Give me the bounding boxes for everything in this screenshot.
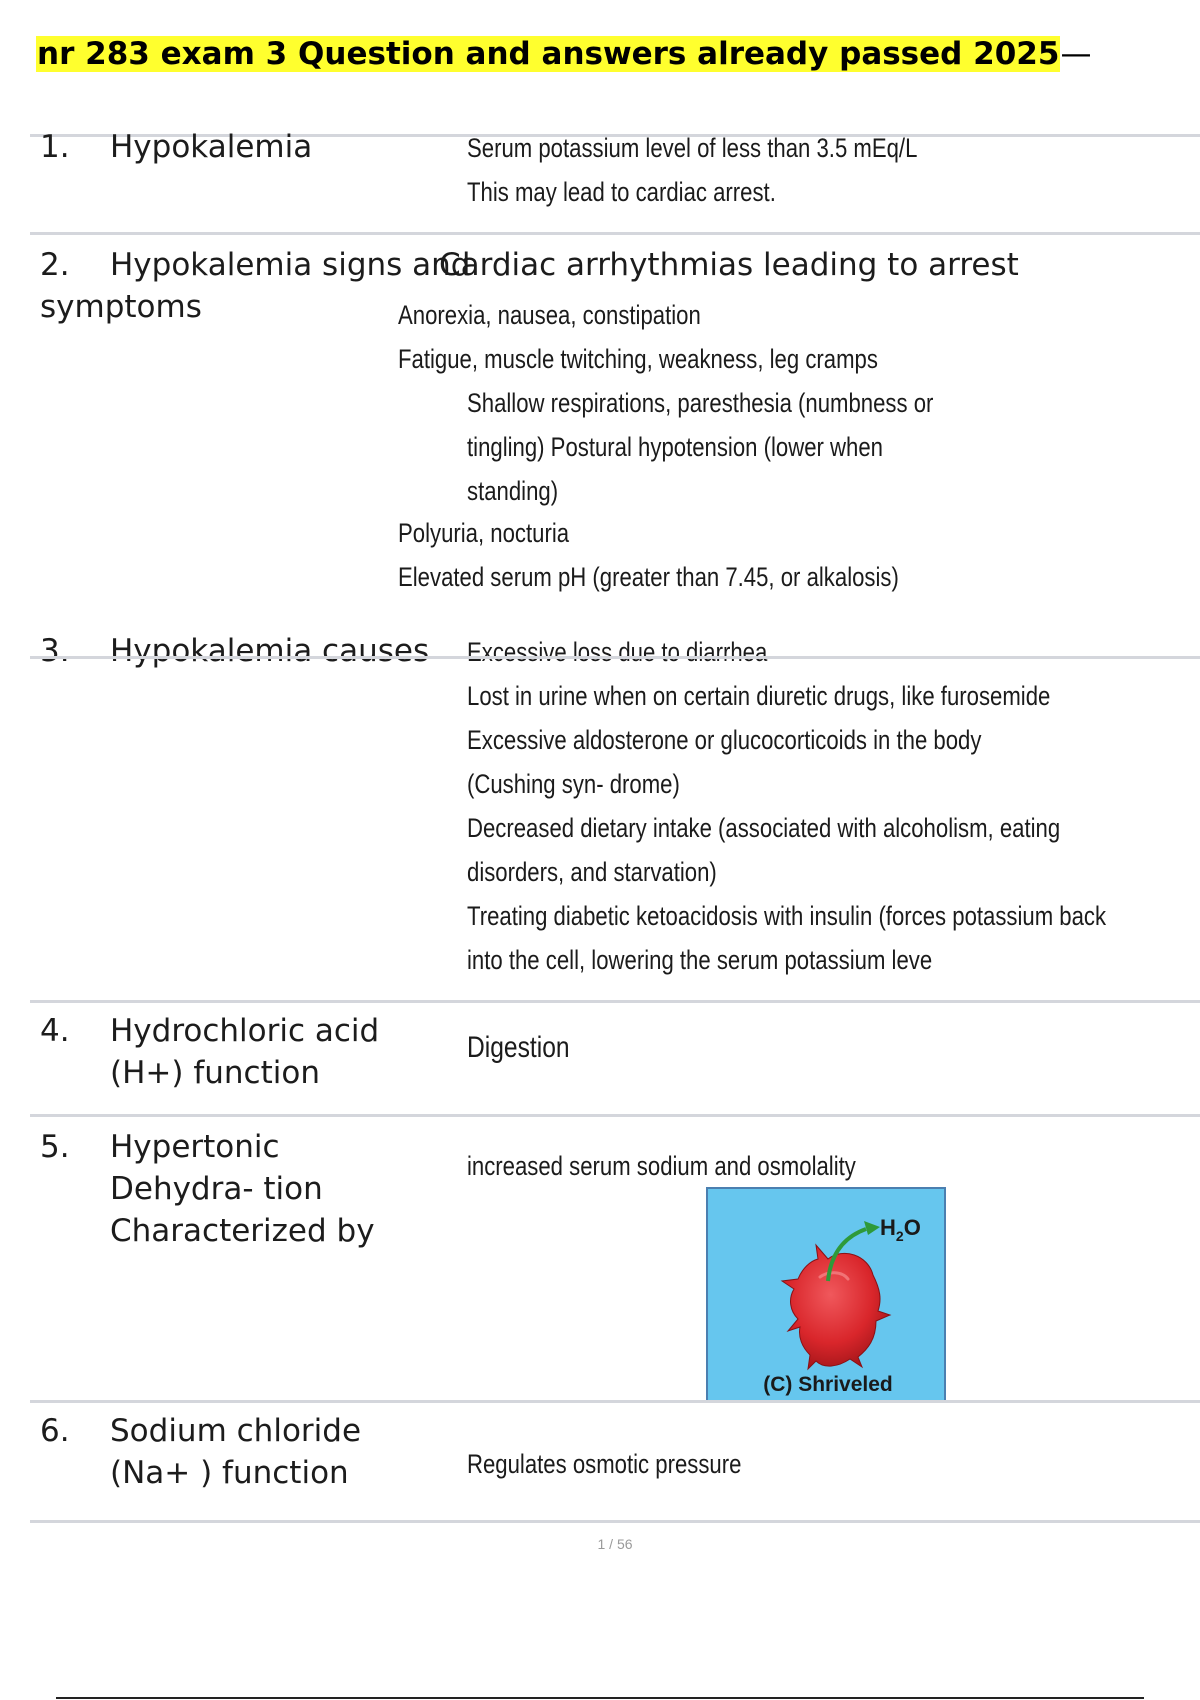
question-line: Characterized by — [110, 1213, 375, 1249]
answer-line: Serum potassium level of less than 3.5 mEq/L — [467, 133, 918, 163]
item-2-question-cont: symptoms — [40, 289, 202, 325]
row-divider — [30, 1000, 1200, 1003]
bottom-rule — [56, 1697, 1144, 1699]
row-divider — [30, 1114, 1200, 1117]
question-line: (H+) function — [110, 1055, 320, 1091]
answer-line: Decreased dietary intake (associated with alcoholism, eating — [467, 813, 1061, 843]
item-5-number: 5. — [40, 1129, 70, 1165]
item-2-number: 2. — [40, 247, 70, 283]
answer-line: Shallow respirations, paresthesia (numbness or — [467, 388, 934, 418]
answer-line: standing) — [467, 476, 559, 506]
row-divider — [30, 1400, 1200, 1403]
arrow-head — [864, 1221, 880, 1235]
page-number: 1 / 56 — [597, 1536, 633, 1552]
answer-line: Polyuria, nocturia — [398, 518, 570, 548]
row-divider — [30, 1520, 1200, 1523]
item-2-answer-block-2 — [398, 511, 899, 599]
answer-line: (Cushing syn- drome) — [467, 769, 680, 799]
answer-line: Fatigue, muscle twitching, weakness, leg cramps — [398, 344, 878, 374]
answer-line: Elevated serum pH (greater than 7.45, or alkalosis) — [398, 562, 899, 592]
item-1-question: Hypokalemia — [110, 129, 313, 165]
item-6-number: 6. — [40, 1413, 70, 1449]
figure-caption: (C) Shriveled — [763, 1373, 893, 1396]
h2o-label: $H_2O$ — [880, 1215, 921, 1244]
answer-line: Excessive aldosterone or glucocorticoids in the body — [467, 725, 982, 755]
item-2-answer-first: Cardiac arrhythmias leading to arrest — [439, 247, 1019, 283]
answer-line: Anorexia, nausea, constipation — [398, 300, 701, 330]
question-line: Hydrochloric acid — [110, 1013, 380, 1049]
item-5-question — [110, 1126, 375, 1252]
title-highlight: nr 283 exam 3 Question and answers already passed 2025 — [37, 36, 1060, 72]
answer-line: This may lead to cardiac arrest. — [467, 177, 776, 207]
item-2-answer-block — [398, 293, 878, 381]
shriveled-cell-illustration — [708, 1189, 948, 1405]
item-3-question: Hypokalemia causes — [110, 633, 430, 669]
item-4-question — [110, 1010, 379, 1094]
question-line: (Na+ ) function — [110, 1455, 349, 1491]
item-3-number: 3. — [40, 633, 70, 669]
question-line: Sodium chloride — [110, 1413, 362, 1449]
shriveled-cell-figure — [706, 1187, 946, 1403]
item-4-number: 4. — [40, 1013, 70, 1049]
page-title — [36, 34, 1091, 74]
answer-line: Lost in urine when on certain diuretic drugs, like furosemide — [467, 681, 1051, 711]
item-5-answer: increased serum sodium and osmolality — [467, 1151, 856, 1181]
answer-line: tingling) Postural hypotension (lower when — [467, 432, 883, 462]
question-line: Dehydra- tion — [110, 1171, 323, 1207]
answer-line: disorders, and starvation) — [467, 857, 717, 887]
item-3-answer-first: Excessive loss due to diarrhea — [467, 637, 768, 667]
row-divider — [30, 656, 1200, 659]
item-6-question — [110, 1410, 361, 1494]
row-divider — [30, 232, 1200, 235]
red-blood-cell-shape — [782, 1245, 890, 1369]
question-line: Hypertonic — [110, 1129, 280, 1165]
item-1-number: 1. — [40, 129, 70, 165]
item-6-answer: Regulates osmotic pressure — [467, 1449, 742, 1479]
item-3-answer — [467, 674, 1106, 982]
item-4-answer: Digestion — [467, 1031, 570, 1064]
answer-line: Treating diabetic ketoacidosis with insulin (forces potassium back — [467, 901, 1107, 931]
item-1-answer — [467, 126, 917, 214]
title-dash: — — [1060, 36, 1092, 72]
answer-line: into the cell, lowering the serum potassium leve — [467, 945, 933, 975]
item-2-question: Hypokalemia signs and — [110, 247, 471, 283]
item-2-answer-indented — [467, 381, 933, 513]
